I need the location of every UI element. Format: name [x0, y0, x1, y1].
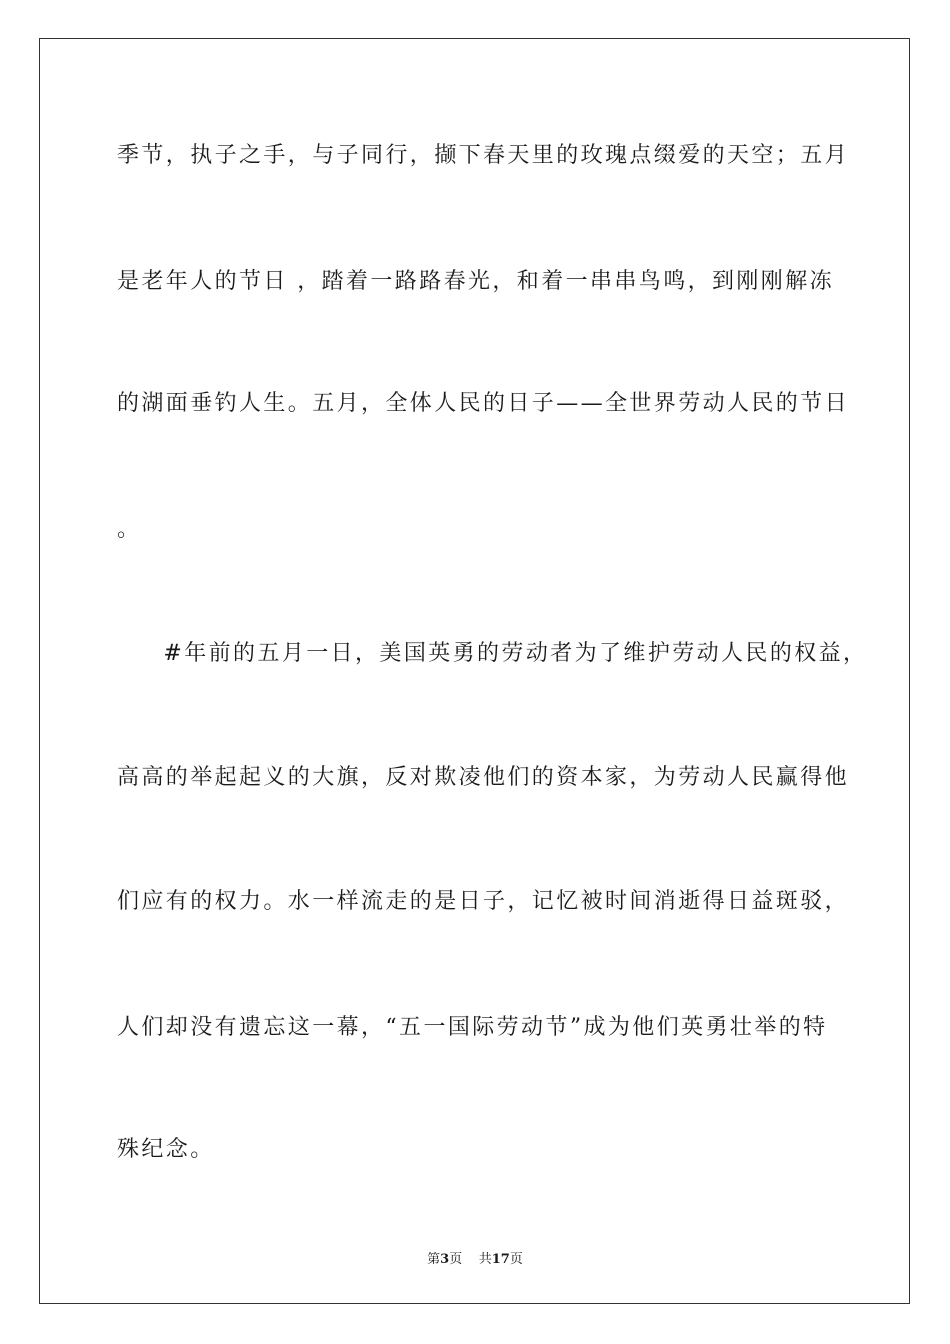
page-suffix: 页 [449, 1252, 463, 1267]
page-border [39, 38, 910, 1304]
text-line: 是老年人的节日 ，踏着一路路春光，和着一串串鸟鸣，到刚刚解冻 [117, 269, 834, 294]
total-prefix: 共 [478, 1252, 492, 1267]
text-line: 。 [117, 517, 142, 542]
text-line: 季节，执子之手，与子同行，撷下春天里的玫瑰点缀爱的天空；五月 [117, 143, 850, 168]
text-line: 高高的举起起义的大旗，反对欺凌他们的资本家，为劳动人民赢得他 [117, 765, 850, 790]
text-line: 殊纪念。 [117, 1137, 215, 1162]
page-number: 3 [440, 1252, 450, 1267]
text-line: 们应有的权力。水一样流走的是日子，记忆被时间消逝得日益斑驳， [117, 889, 850, 914]
text-line: #年前的五月一日，美国英勇的劳动者为了维护劳动人民的权益， [139, 641, 868, 666]
page-footer [0, 1248, 950, 1267]
total-pages: 17 [491, 1252, 510, 1267]
text-line: 人们却没有遗忘这一幕，“五一国际劳动节”成为他们英勇壮举的特 [117, 1015, 828, 1040]
total-suffix: 页 [509, 1252, 523, 1267]
text-line: 的湖面垂钓人生。五月，全体人民的日子——全世界劳动人民的节日 [117, 391, 850, 416]
page-prefix: 第 [427, 1252, 441, 1267]
